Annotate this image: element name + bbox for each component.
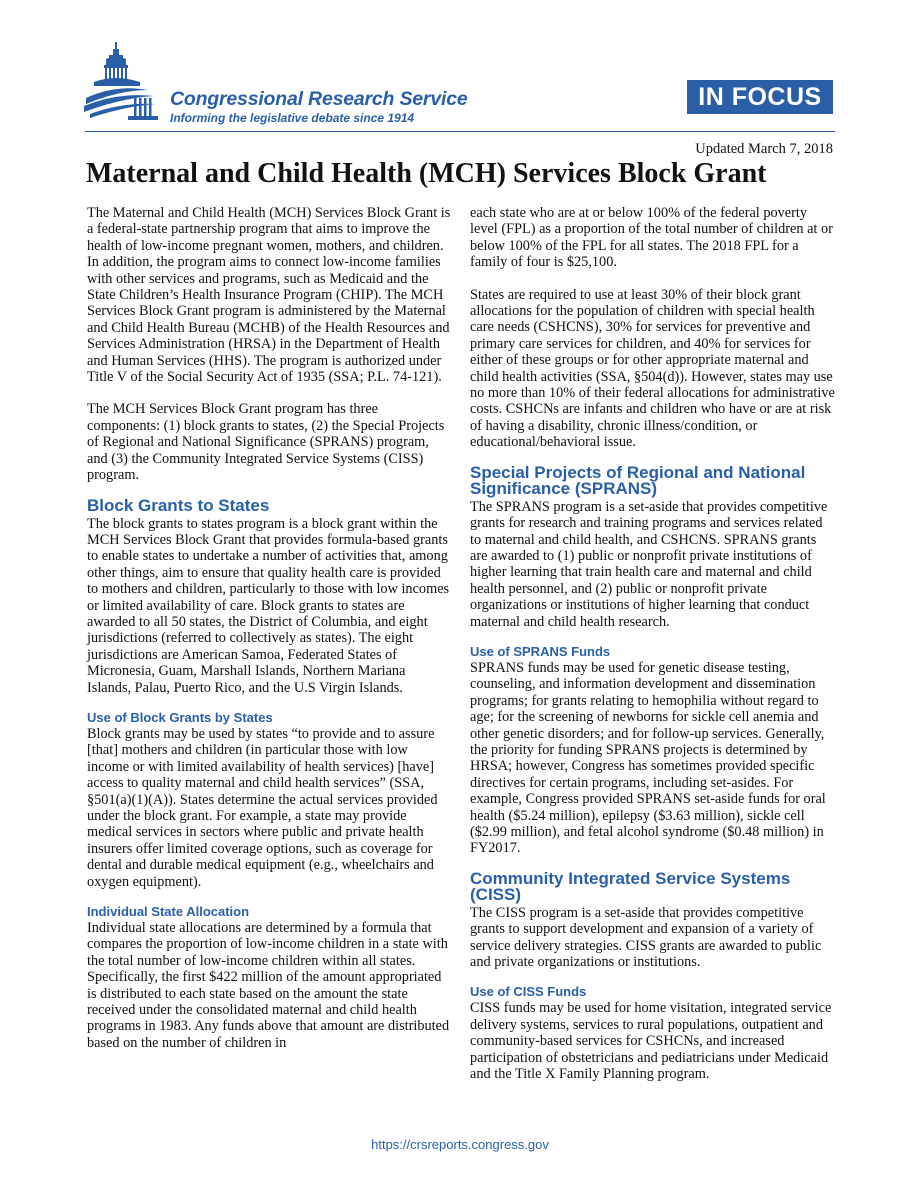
subheading-use-of-sprans-funds: Use of SPRANS Funds xyxy=(470,643,611,659)
intro-paragraph-2: The MCH Services Block Grant program has three components: (1) block grants to states, (2) the Special Projects of Regional and National Significance (SPRANS) program, and (3) the Community Integrated Service Systems (CISS) program. xyxy=(87,401,445,484)
org-logo-text xyxy=(170,88,467,125)
ciss-paragraph: The CISS program is a set-aside that provides competitive grants to support development and expansion of a variety of service delivery strategies. CISS grants are awarded to public and private organizations or institutions. xyxy=(470,904,822,971)
sprans-paragraph: The SPRANS program is a set-aside that provides competitive grants for research and training programs and services related to maternal and child health, and CSHCNS. SPRANS grants are awarded to (1) public or nonprofit private institutions of higher learning that train health care and maternal and child health personnel, and (2) public or nonprofit private organizations or institutions of higher learning that conduct maternal and child health research. xyxy=(470,498,828,630)
intro-paragraph-1: The Maternal and Child Health (MCH) Services Block Grant is a federal-state partnership program that aims to improve the health of low-income pregnant women, mothers, and children. In addition, the program aims to connect low-income families with other services and programs, such as Medicaid and the State Children’s Health Insurance Program (CHIP). The MCH Services Block Grant program is administered by the Maternal and Child Health Bureau (MCHB) of the Health Resources and Services Administration (HRSA) in the Department of Health and Human Services (HHS). The program is authorized under Title V of the Social Security Act of 1935 (SSA; P.L. 74-121). xyxy=(87,205,451,386)
updated-date: Updated March 7, 2018 xyxy=(695,141,833,157)
subheading-use-of-ciss-funds: Use of CISS Funds xyxy=(470,984,587,1000)
capitol-dome-logo-icon xyxy=(84,40,164,132)
use-of-sprans-funds-paragraph: SPRANS funds may be used for genetic disease testing, counseling, and information development and dissemination programs; for grants relating to hemophilia without regard to age; for the screening of newborns for sickle cell anemia and other genetic disorders; and for follow-up services. Generally, the priority for funding SPRANS projects is determined by HRSA; however, Congress has sometimes provided specific directives for certain programs, including set-asides. For example, Congress provided SPRANS set-aside funds for oral health ($5.24 million), epilepsy ($3.63 million), sickle cell ($2.99 million), and fetal alcohol syndrome ($0.48 million) in FY2017. xyxy=(470,659,826,857)
block-grants-paragraph: The block grants to states program is a block grant within the MCH Services Block Grant that provides formula-based grants to enable states to undertake a number of activities that, among other things, aim to ensure that quality health care is provided to mothers and children, particularly to those with low incomes or limited availability of care. Block grants to states are awarded to all 50 states, the District of Columbia, and eight jurisdictions (referred to collectively as states). The eight jurisdictions are American Samoa, Federated States of Micronesia, Guam, Marshall Islands, Northern Mariana Islands, Palau, Puerto Rico, and the U.S Virgin Islands. xyxy=(87,515,450,696)
section-heading-block-grants: Block Grants to States xyxy=(87,495,270,515)
state-requirements-paragraph: States are required to use at least 30% of their block grant allocations for the population of children with special health care needs (CSHCNS), 30% for services for preventive and primary care services for children, and 40% for services for either of these groups or for other appropriate maternal and child health activities (SSA, §504(d)). However, states may use no more than 10% of their federal allocations for administrative costs. CSHCNs are infants and children who have or are at risk of having a disability, chronic illness/condition, or educational/behavioral issue. xyxy=(470,286,835,451)
subheading-use-of-block-grants: Use of Block Grants by States xyxy=(87,709,273,725)
section-heading-ciss: Community Integrated Service Systems (CISS) xyxy=(470,868,791,904)
individual-state-allocation-paragraph: Individual state allocations are determined by a formula that compares the proportion of low-income children in a state with the total number of low-income children within all states. Specifically, the first $422 million of the amount appropriated is distributed to each state based on the amount the state received under the consolidated maternal and child health programs in 1983. Any funds above that amount are distributed based on the number of children in xyxy=(87,920,450,1051)
org-name: Congressional Research Service xyxy=(170,88,468,110)
page-title: Maternal and Child Health (MCH) Services Block Grant xyxy=(86,158,767,189)
section-heading-sprans: Special Projects of Regional and National Significance (SPRANS) xyxy=(470,462,806,498)
left-column xyxy=(87,205,453,1051)
in-focus-badge: IN FOCUS xyxy=(687,80,833,114)
org-tagline: Informing the legislative debate since 1914 xyxy=(170,111,415,125)
header-divider xyxy=(85,131,835,132)
use-of-ciss-funds-paragraph: CISS funds may be used for home visitation, integrated service delivery systems, services to rural populations, outpatient and community-based services for CSHCNs, and increased participation of obstetricians and pediatricians under Medicaid and the Title X Family Planning program. xyxy=(470,1000,832,1083)
footer-url-link[interactable]: https://crsreports.congress.gov xyxy=(371,1137,549,1152)
allocation-continued-paragraph: each state who are at or below 100% of the federal poverty level (FPL) as a proportion of the total number of children at or below 100% of the FPL for all states. The 2018 FPL for a family of four is $25,100. xyxy=(470,205,833,271)
use-of-block-grants-paragraph: Block grants may be used by states “to provide and to assure [that] mothers and children (in particular those with low income or with limited availability of health services) [have] access to quality maternal and child health services” (SSA, §501(a)(1)(A)). States determine the actual services provided under the block grant. For example, a state may provide medical services in sectors where public and private health insurers offer limited coverage options, such as coverage for dental and durable medical equipment (e.g., wheelchairs and oxygen equipment). xyxy=(87,725,438,890)
right-column xyxy=(470,205,836,1082)
subheading-individual-state-allocation: Individual State Allocation xyxy=(87,904,250,920)
